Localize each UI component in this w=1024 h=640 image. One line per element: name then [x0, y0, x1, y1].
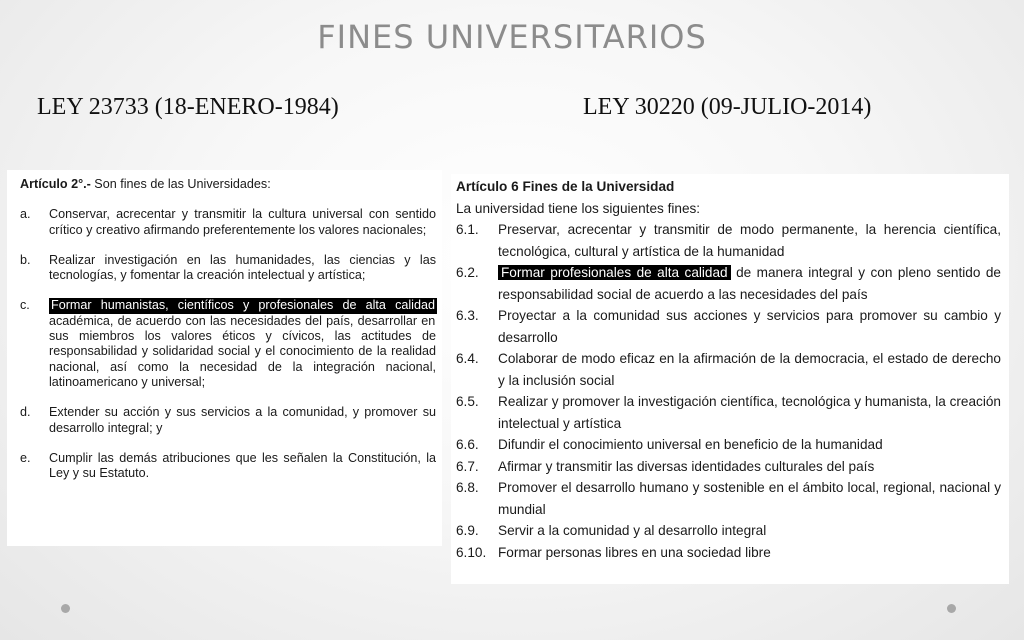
item-number: 6.2. [456, 265, 479, 280]
item-text: Promover el desarrollo humano y sostenible en el ámbito local, regional, nacional y mundial [498, 480, 1001, 517]
list-item [456, 520, 1005, 542]
document-ley-23733 [7, 170, 442, 546]
article-heading-right: Artículo 6 Fines de la Universidad [456, 179, 675, 194]
item-number: 6.4. [456, 351, 479, 366]
item-text: Extender su acción y sus servicios a la comunidad, y promover su desarrollo integral; y [49, 405, 436, 435]
item-text: Difundir el conocimiento universal en beneficio de la humanidad [498, 437, 883, 452]
item-text: Preservar, acrecentar y transmitir de modo permanente, la herencia científica, tecnológica, cultural y artística de la humanidad [498, 222, 1001, 259]
list-item [20, 405, 442, 436]
item-number: 6.3. [456, 308, 479, 323]
item-text: Servir a la comunidad y al desarrollo integral [498, 523, 767, 538]
item-marker: e. [20, 450, 31, 465]
item-number: 6.10. [456, 544, 487, 560]
document-ley-30220 [451, 174, 1009, 584]
list-item [20, 451, 442, 482]
item-number: 6.8. [456, 480, 479, 495]
item-text: Colaborar de modo eficaz en la afirmación de la democracia, el estado de derecho y la inclusión social [498, 351, 1001, 388]
list-item [456, 262, 1005, 305]
item-number: 6.9. [456, 523, 479, 538]
highlighted-phrase: Formar profesionales de alta calidad [498, 265, 731, 280]
item-marker: d. [20, 405, 31, 420]
item-number: 6.7. [456, 458, 479, 474]
item-text: Formar personas libres en una sociedad libre [498, 544, 771, 560]
list-item [456, 305, 1005, 348]
list-item [456, 391, 1005, 434]
list-item [456, 219, 1005, 262]
item-text: Realizar investigación en las humanidades, las ciencias y las tecnologías, y fomentar la creación intelectual y artística; [49, 252, 436, 283]
list-item [20, 207, 442, 238]
item-marker: c. [20, 298, 30, 313]
list-item [456, 434, 1005, 456]
article-intro: La universidad tiene los siguientes fines: [456, 200, 701, 216]
item-text: Proyectar a la comunidad sus acciones y servicios para promover su cambio y desarrollo [498, 308, 1001, 345]
list-item [20, 298, 442, 390]
item-text: Realizar y promover la investigación científica, tecnológica y humanista, la creación intelectual y artística [498, 394, 1001, 431]
item-number: 6.1. [456, 222, 479, 237]
slide-title: FINES UNIVERSITARIOS [317, 18, 707, 56]
item-text: Afirmar y transmitir las diversas identidades culturales del país [498, 458, 875, 474]
decorative-dot-right [947, 604, 956, 613]
highlighted-phrase: Formar humanistas, científicos y profesionales de alta calidad [51, 298, 435, 313]
item-marker: b. [20, 252, 31, 267]
law-heading-right: LEY 30220 (09-JULIO-2014) [583, 94, 872, 120]
item-text: Conservar, acrecentar y transmitir la cultura universal con sentido crítico y creativo afirmando preferentemente los valores nacionales; [49, 207, 436, 237]
item-text-highlighted [49, 298, 436, 390]
item-number: 6.6. [456, 437, 479, 452]
article-text: Son fines de las Universidades: [90, 177, 271, 191]
item-text: Cumplir las demás atribuciones que les señalen la Constitución, la Ley y su Estatuto. [49, 450, 436, 481]
item-number: 6.5. [456, 394, 479, 409]
list-item [20, 253, 442, 284]
item-marker: a. [20, 207, 31, 222]
item-text-rest: académica, de acuerdo con las necesidades del país, desarrollar en sus miembros los valores éticos y cívicos, las actitudes de responsabilidad y solidaridad social y el conocimiento de la realidad nacional, así como la necesidad de la integración nacional, latinoamericano y universal; [49, 313, 436, 389]
law-heading-left: LEY 23733 (18-ENERO-1984) [37, 94, 339, 120]
item-text-rest: de manera integral y con pleno sentido de responsabilidad social de acuerdo a las necesidades del país [498, 265, 1001, 302]
article-label: Artículo 2°.- [20, 177, 91, 191]
list-item [456, 542, 1005, 564]
article-heading-left [20, 177, 442, 192]
item-text-highlighted [498, 262, 1001, 305]
list-item [456, 477, 1005, 520]
list-item [456, 456, 1005, 478]
decorative-dot-left [61, 604, 70, 613]
list-item [456, 348, 1005, 391]
